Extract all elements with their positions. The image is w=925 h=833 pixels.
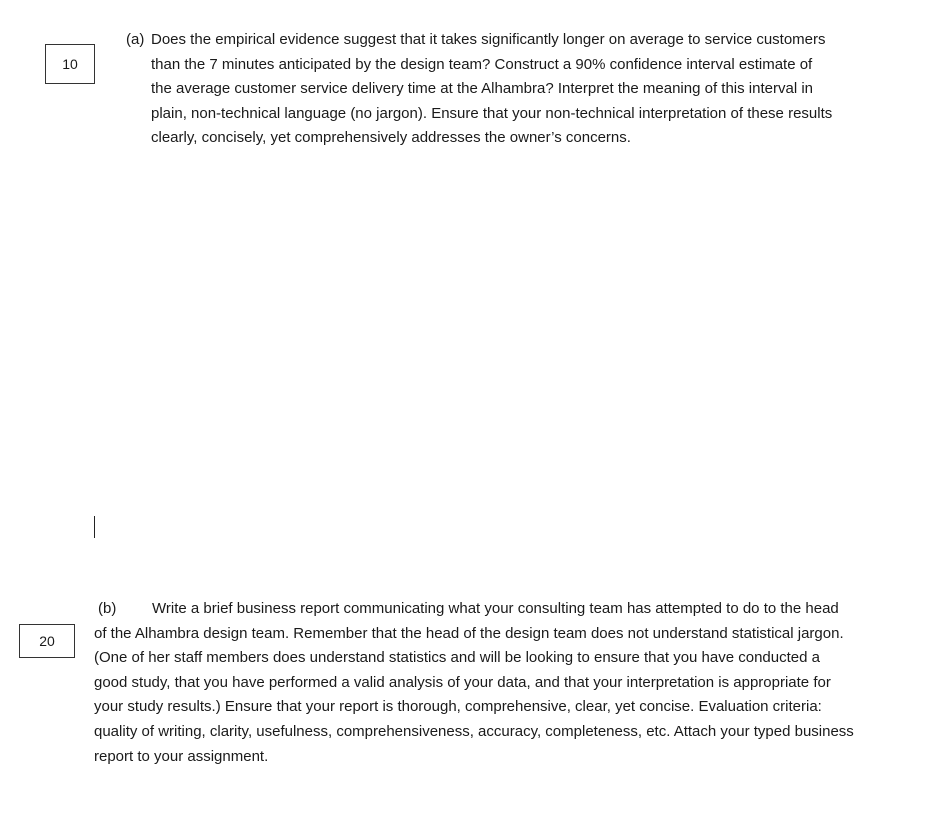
question-part-a [126, 28, 836, 151]
text-cursor[interactable] [94, 516, 95, 538]
points-value-part-a: 10 [62, 56, 78, 72]
points-box-part-b [19, 624, 75, 658]
question-part-b [94, 597, 854, 769]
question-text-part-b: Write a brief business report communicating what your consulting team has attempted to do to the head of the Alhambra design team. Remember that the head of the design team does not understand statistical jargon. (One of her staff members does understand statistics and will be looking to ensure that you have conducted a good study, that you have performed a valid analysis of your data, and that your interpretation is appropriate for your study results.) Ensure that your report is thorough, comprehensive, clear, yet concise. Evaluation criteria: quality of writing, clarity, usefulness, comprehensiveness, accuracy, completeness, etc. Attach your typed business report to your assignment. [94, 600, 854, 765]
question-label-part-a: (a) [126, 31, 145, 48]
points-box-part-a [45, 44, 95, 84]
question-text-part-a: Does the empirical evidence suggest that it takes significantly longer on average to service customers than the 7 minutes anticipated by the design team? Construct a 90% confidence interval estimate of the average customer service delivery time at the Alhambra? Interpret the meaning of this interval in plain, non-technical language (no jargon). Ensure that your non-technical interpretation of these results clearly, concisely, yet comprehensively addresses the owner’s concerns. [151, 31, 833, 147]
question-label-part-b: (b) [98, 600, 117, 617]
points-value-part-b: 20 [39, 633, 55, 649]
